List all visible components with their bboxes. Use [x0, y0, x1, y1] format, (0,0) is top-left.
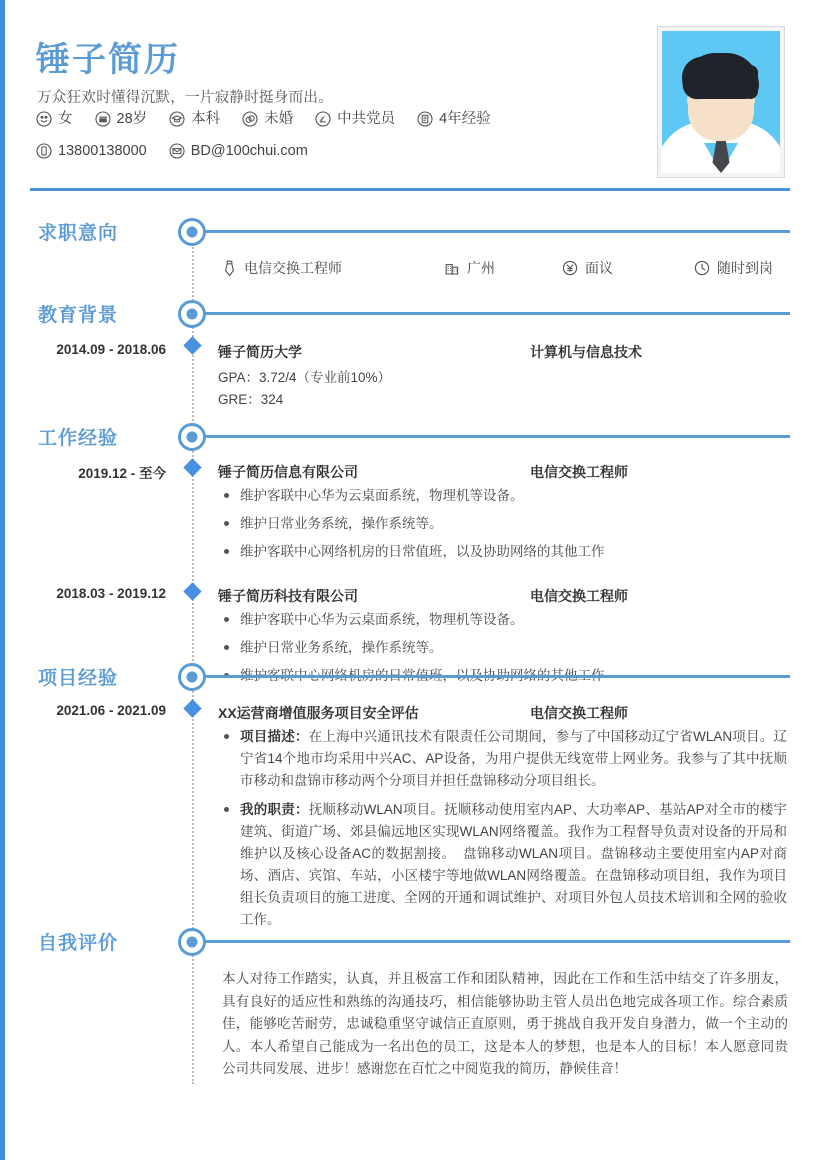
work-date-1: 2019.12 - 至今: [78, 466, 166, 481]
list-item: [222, 726, 787, 792]
intent-position-label: 电信交换工程师: [244, 260, 342, 276]
project-description-text: 在上海中兴通讯技术有限责任公司期间，参与了中国移动辽宁省WLAN项目。辽宁省14个地市均采用中兴AC、AP设备，为用户提供无线宽带上网业务。我参与了其中抚顺市移动和盘锦市移动两个分项目并担任盘锦移动分项目组长。: [240, 729, 787, 788]
list-item: 维护客联中心网络机房的日常值班，以及协助网络的其他工作: [222, 541, 787, 562]
work-company-1: 锤子简历信息有限公司: [218, 464, 358, 480]
tagline-text: 万众狂欢时懂得沉默，一片寂静时挺身而出。: [37, 90, 333, 106]
building-icon: [444, 260, 460, 276]
education-school: 锤子简历大学: [218, 344, 302, 360]
section-header-work: [0, 423, 820, 457]
work-company-2: 锤子简历科技有限公司: [218, 588, 358, 604]
list-item: 维护日常业务系统，操作系统等。: [222, 513, 787, 534]
intent-position: [222, 258, 444, 278]
work-role-1: 电信交换工程师: [530, 464, 628, 480]
work-date-2: 2018.03 - 2019.12: [56, 586, 166, 601]
entry-marker-work-2: [183, 582, 201, 600]
section-rule-evaluation: [203, 940, 790, 943]
project-duties-text: 抚顺移动WLAN项目。抚顺移动使用室内AP、大功率AP、基站AP对全市的楼宇建筑、街道广场、郊县偏远地区实现WLAN网络覆盖。我作为工程督导负责对设备的开局和维护以及核心设备AC的数据割接。 盘锦移动WLAN项目。盘锦移动主要使用室内AP对商场、酒店、宾馆、车站，小区楼宇等地做WLAN网络覆盖。在盘锦移动项目组，我作为项目组长负责项目的施工进度、全网的开通和调试维护、对项目外包人员技术培训和全网的验收工作。: [240, 802, 788, 927]
self-evaluation-text: 本人对待工作踏实，认真，并且极富工作和团队精神，因此在工作和生活中结交了许多朋友，具有良好的适应性和熟练的沟通技巧，相信能够协助主管人员出色地完成各项工作。综合素质佳，能够吃苦耐劳，忠诚稳重坚守诚信正直原则，勇于挑战自我开发自身潜力，做一个主动的人。本人希望自己能成为一名出色的员工，这是本人的梦想，也是本人的目标！本人愿意同贵公司共同发展、进步！感谢您在百忙之中阅览我的简历，静候佳音！: [222, 971, 788, 1076]
project-role: 电信交换工程师: [530, 705, 628, 721]
fact-age-label: 28岁: [116, 110, 148, 127]
fact-gender-label: 女: [58, 110, 73, 127]
fact-experience: [417, 111, 491, 127]
graduation-cap-icon: [169, 111, 185, 127]
section-header-education: [0, 300, 820, 334]
avatar-hair-side: [744, 65, 758, 99]
tie-icon: [222, 260, 237, 277]
list-item: 维护客联中心华为云桌面系统，物理机等设备。: [222, 485, 787, 506]
intent-salary-label: 面议: [585, 260, 613, 276]
section-marker-project: [178, 663, 206, 691]
list-item: 维护日常业务系统，操作系统等。: [222, 637, 787, 658]
section-rule-intent: [203, 230, 790, 233]
section-rule-education: [203, 312, 790, 315]
header-divider: [30, 188, 790, 191]
section-marker-intent: [178, 218, 206, 246]
project-name: XX运营商增值服务项目安全评估: [218, 705, 419, 721]
avatar: [657, 26, 785, 178]
education-date: 2014.09 - 2018.06: [56, 342, 166, 357]
section-title-intent: 求职意向: [38, 223, 119, 244]
intent-availability: [694, 258, 773, 278]
envelope-icon: [169, 143, 185, 159]
list-item: [222, 799, 787, 931]
project-bullets: [222, 726, 787, 938]
section-rule-project: [203, 675, 790, 678]
fact-age: [95, 111, 148, 127]
clock-icon: [694, 260, 710, 276]
rings-icon: [242, 111, 258, 127]
page-title: 锤子简历: [36, 41, 180, 79]
yen-icon: [562, 260, 578, 276]
fact-email-label: BD@100chui.com: [190, 142, 308, 159]
project-duties-label: 我的职责：: [240, 802, 309, 817]
fact-phone: [36, 143, 147, 159]
work-bullets-1: [222, 485, 787, 569]
personal-facts-row-1: [36, 111, 513, 127]
personal-facts-row-2: [36, 143, 330, 159]
fact-education-label: 本科: [191, 110, 221, 127]
section-title-project: 项目经验: [38, 668, 119, 689]
gender-icon: [36, 111, 52, 127]
intent-city: [444, 258, 562, 278]
party-badge-icon: [315, 111, 331, 127]
phone-icon: [36, 143, 52, 159]
list-item: 维护客联中心华为云桌面系统，物理机等设备。: [222, 609, 787, 630]
fact-phone-label: 13800138000: [58, 142, 147, 159]
section-marker-work: [178, 423, 206, 451]
resume-header: [0, 0, 820, 196]
fact-marital: [242, 111, 293, 127]
fact-gender: [36, 111, 73, 127]
education-gpa: GPA：3.72/4（专业前10%）: [218, 370, 392, 385]
fact-email: [169, 143, 308, 159]
work-role-2: 电信交换工程师: [530, 588, 628, 604]
section-title-evaluation: 自我评价: [38, 933, 119, 954]
section-rule-work: [203, 435, 790, 438]
section-title-education: 教育背景: [38, 305, 119, 326]
section-title-work: 工作经验: [38, 428, 119, 449]
project-date: 2021.06 - 2021.09: [56, 703, 166, 718]
cake-icon: [95, 111, 111, 127]
fact-political-label: 中共党员: [337, 110, 396, 127]
entry-marker-education: [183, 336, 201, 354]
section-marker-education: [178, 300, 206, 328]
document-icon: [417, 111, 433, 127]
avatar-illustration: [662, 31, 780, 173]
fact-political: [315, 111, 395, 127]
intent-availability-label: 随时到岗: [717, 260, 773, 276]
fact-experience-label: 4年经验: [439, 110, 491, 127]
fact-education: [169, 111, 220, 127]
education-major: 计算机与信息技术: [530, 344, 642, 360]
section-header-intent: [0, 218, 820, 252]
section-header-project: [0, 663, 820, 697]
fact-marital-label: 未婚: [264, 110, 294, 127]
section-marker-evaluation: [178, 928, 206, 956]
intent-salary: [562, 258, 694, 278]
entry-marker-work-1: [183, 458, 201, 476]
project-description-label: 项目描述：: [240, 729, 309, 744]
education-gre: GRE：324: [218, 392, 284, 407]
entry-marker-project: [183, 699, 201, 717]
section-header-evaluation: [0, 928, 820, 962]
job-intent-row: [222, 258, 792, 278]
intent-city-label: 广州: [467, 260, 495, 276]
